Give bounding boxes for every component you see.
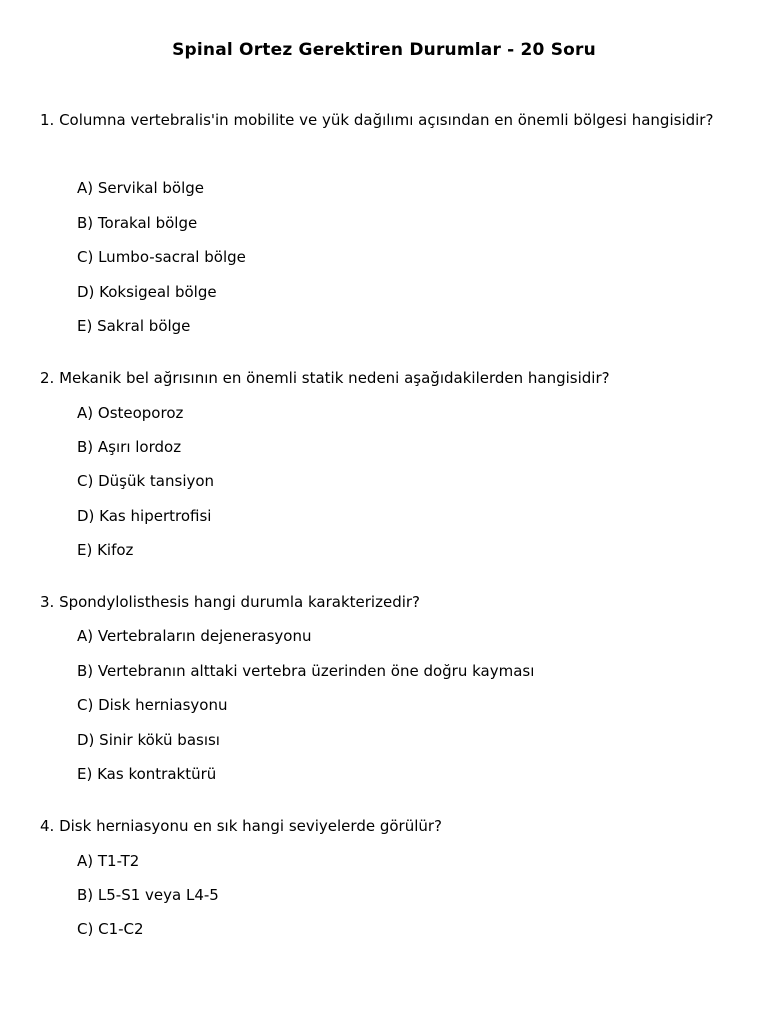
question-1-option-c: C) Lumbo-sacral bölge [77,248,246,266]
question-3-option-d: D) Sinir kökü basısı [77,731,220,749]
question-1-option-d: D) Koksigeal bölge [77,283,217,301]
question-1-option-a: A) Servikal bölge [77,179,205,197]
question-4-option-a: A) T1-T2 [77,852,140,870]
question-1-text: 1. Columna vertebralis'in mobilite ve yük dağılımı açısından en önemli bölgesi hangisidir? [40,111,714,129]
question-3-text: 3. Spondylolisthesis hangi durumla karakterizedir? [40,593,421,611]
page-title: Spinal Ortez Gerektiren Durumlar - 20 Soru [172,40,596,60]
question-2-option-c: C) Düşük tansiyon [77,472,215,490]
question-3-option-a: A) Vertebraların dejenerasyonu [77,627,312,645]
question-2-text: 2. Mekanik bel ağrısının en önemli statik nedeni aşağıdakilerden hangisidir? [40,369,610,387]
question-3-option-b: B) Vertebranın alttaki vertebra üzerinden öne doğru kayması [77,662,535,680]
question-4-option-c: C) C1-C2 [77,920,144,938]
question-4-option-b: B) L5-S1 veya L4-5 [77,886,219,904]
question-4-text: 4. Disk herniasyonu en sık hangi seviyelerde görülür? [40,817,443,835]
question-2-option-b: B) Aşırı lordoz [77,438,182,456]
question-1-option-e: E) Sakral bölge [77,317,191,335]
question-3-option-c: C) Disk herniasyonu [77,696,228,714]
question-2-option-a: A) Osteoporoz [77,404,184,422]
question-3-option-e: E) Kas kontraktürü [77,765,217,783]
question-2-option-e: E) Kifoz [77,541,134,559]
question-2-option-d: D) Kas hipertrofisi [77,507,212,525]
question-1-option-b: B) Torakal bölge [77,214,198,232]
